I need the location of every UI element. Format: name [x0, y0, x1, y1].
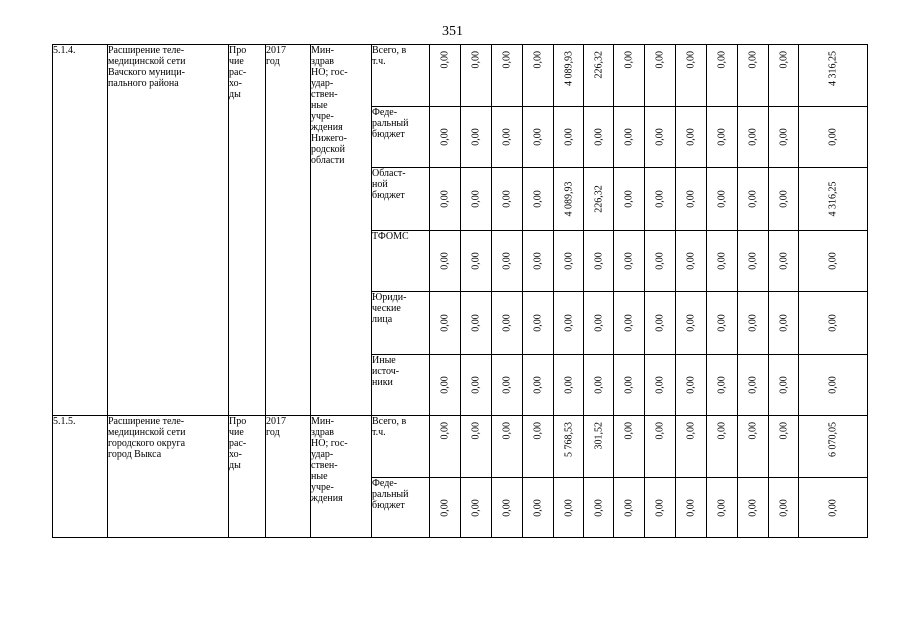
- amount-value: 0,00: [532, 376, 544, 394]
- amount-cell: [769, 168, 799, 231]
- amount-value: 0,00: [685, 128, 697, 146]
- amount-value: 0,00: [439, 498, 451, 517]
- amount-cell: [523, 168, 554, 231]
- amount-value: 0,00: [654, 190, 666, 208]
- amount-cell: [614, 355, 645, 416]
- amount-cell: [430, 45, 461, 107]
- amount-cell: [584, 478, 614, 538]
- expense-type: Про чие рас- хо- ды: [229, 416, 266, 538]
- table-row: [53, 416, 868, 478]
- amount-value: 0,00: [654, 252, 666, 270]
- amount-value: 0,00: [654, 422, 666, 440]
- amount-cell: [676, 355, 707, 416]
- amount-value: 4 089,93: [563, 181, 574, 217]
- amount-cell: [584, 416, 614, 478]
- total-cell: [799, 416, 868, 478]
- amount-value: 0,00: [501, 314, 513, 332]
- amount-cell: [430, 478, 461, 538]
- amount-cell: [676, 107, 707, 168]
- amount-cell: [523, 355, 554, 416]
- amount-cell: [554, 292, 584, 355]
- amount-cell: [738, 292, 769, 355]
- funding-source-label: Феде- ральный бюджет: [372, 107, 430, 168]
- amount-cell: [584, 45, 614, 107]
- amount-cell: [645, 107, 676, 168]
- amount-value: 0,00: [501, 376, 513, 394]
- executor: Мин- здрав НО; гос- удар- ствен- ные учре- ждения Нижего- родской области: [311, 45, 372, 416]
- amount-value: 0,00: [439, 190, 451, 208]
- funding-source-label: Всего, в т.ч.: [372, 416, 430, 478]
- total-cell: [799, 355, 868, 416]
- table-row: [53, 45, 868, 107]
- amount-cell: [769, 416, 799, 478]
- amount-cell: [707, 355, 738, 416]
- total-value: 4 316,25: [827, 181, 839, 217]
- funding-source-label: Всего, в т.ч.: [372, 45, 430, 107]
- table-body: [53, 45, 868, 538]
- amount-value: 0,00: [716, 422, 728, 440]
- amount-cell: [676, 45, 707, 107]
- amount-value: 0,00: [439, 128, 451, 146]
- amount-cell: [492, 478, 523, 538]
- amount-value: 0,00: [439, 422, 451, 440]
- amount-value: 0,00: [623, 190, 635, 208]
- amount-value: 0,00: [623, 252, 635, 270]
- amount-cell: [584, 355, 614, 416]
- amount-cell: [676, 231, 707, 292]
- amount-cell: [430, 231, 461, 292]
- amount-cell: [707, 231, 738, 292]
- amount-value: 0,00: [593, 128, 604, 146]
- amount-cell: [461, 478, 492, 538]
- amount-cell: [645, 292, 676, 355]
- amount-cell: [614, 231, 645, 292]
- funding-source-label: ТФОМС: [372, 231, 430, 292]
- amount-value: 226,32: [593, 51, 604, 79]
- amount-value: 0,00: [439, 376, 451, 394]
- amount-cell: [461, 45, 492, 107]
- amount-value: 0,00: [778, 498, 789, 517]
- page-number: 351: [442, 24, 463, 39]
- amount-value: 0,00: [470, 51, 482, 69]
- amount-value: 0,00: [685, 422, 697, 440]
- amount-value: 0,00: [716, 190, 728, 208]
- amount-cell: [769, 231, 799, 292]
- amount-value: 0,00: [747, 51, 759, 69]
- amount-value: 0,00: [685, 190, 697, 208]
- amount-value: 0,00: [623, 422, 635, 440]
- amount-value: 0,00: [747, 252, 759, 270]
- amount-value: 0,00: [563, 252, 574, 270]
- amount-cell: [554, 416, 584, 478]
- amount-value: 0,00: [778, 314, 789, 332]
- amount-cell: [707, 107, 738, 168]
- amount-cell: [769, 478, 799, 538]
- amount-cell: [523, 416, 554, 478]
- amount-cell: [554, 45, 584, 107]
- amount-cell: [461, 168, 492, 231]
- amount-cell: [584, 107, 614, 168]
- funding-source-label: Област- ной бюджет: [372, 168, 430, 231]
- item-name: Расширение теле- медицинской сети городского округа город Выкса: [108, 416, 229, 538]
- amount-cell: [645, 168, 676, 231]
- amount-cell: [645, 478, 676, 538]
- amount-value: 0,00: [747, 190, 759, 208]
- amount-value: 0,00: [470, 314, 482, 332]
- amount-value: 0,00: [532, 252, 544, 270]
- total-value: 0,00: [827, 252, 839, 270]
- amount-value: 0,00: [778, 422, 789, 440]
- amount-value: 0,00: [716, 498, 728, 517]
- amount-cell: [707, 478, 738, 538]
- total-value: 4 316,25: [827, 51, 839, 86]
- amount-value: 0,00: [470, 190, 482, 208]
- funding-source-label: Юриди- ческие лица: [372, 292, 430, 355]
- amount-value: 0,00: [716, 314, 728, 332]
- expense-type: Про чие рас- хо- ды: [229, 45, 266, 416]
- amount-cell: [523, 292, 554, 355]
- amount-cell: [676, 416, 707, 478]
- amount-cell: [492, 231, 523, 292]
- amount-cell: [492, 107, 523, 168]
- amount-cell: [707, 168, 738, 231]
- amount-value: 0,00: [716, 252, 728, 270]
- amount-cell: [676, 478, 707, 538]
- amount-cell: [738, 168, 769, 231]
- amount-cell: [554, 355, 584, 416]
- amount-cell: [584, 292, 614, 355]
- amount-value: 0,00: [563, 376, 574, 394]
- amount-value: 0,00: [532, 422, 544, 440]
- amount-value: 0,00: [532, 128, 544, 146]
- amount-value: 0,00: [654, 314, 666, 332]
- amount-value: 0,00: [501, 128, 513, 146]
- amount-cell: [430, 416, 461, 478]
- amount-value: 0,00: [623, 498, 635, 517]
- total-value: 0,00: [827, 376, 839, 394]
- amount-cell: [614, 45, 645, 107]
- amount-value: 0,00: [778, 252, 789, 270]
- total-cell: [799, 292, 868, 355]
- amount-cell: [461, 355, 492, 416]
- amount-value: 5 768,53: [563, 422, 574, 457]
- amount-value: 0,00: [439, 314, 451, 332]
- amount-cell: [769, 107, 799, 168]
- item-code: 5.1.4.: [53, 45, 108, 416]
- amount-value: 0,00: [470, 252, 482, 270]
- amount-value: 0,00: [685, 252, 697, 270]
- amount-value: 0,00: [778, 51, 789, 69]
- amount-cell: [738, 45, 769, 107]
- amount-value: 0,00: [593, 252, 604, 270]
- amount-value: 0,00: [563, 128, 574, 146]
- amount-value: 0,00: [439, 51, 451, 69]
- amount-cell: [707, 416, 738, 478]
- amount-value: 0,00: [593, 498, 604, 517]
- amount-value: 0,00: [685, 376, 697, 394]
- amount-value: 0,00: [501, 498, 513, 517]
- year: 2017 год: [266, 416, 311, 538]
- total-value: 0,00: [827, 498, 839, 517]
- funding-source-label: Иные источ- ники: [372, 355, 430, 416]
- amount-value: 0,00: [470, 422, 482, 440]
- amount-value: 0,00: [470, 128, 482, 146]
- amount-value: 0,00: [716, 51, 728, 69]
- amount-cell: [676, 168, 707, 231]
- amount-cell: [523, 45, 554, 107]
- amount-cell: [554, 168, 584, 231]
- amount-cell: [523, 231, 554, 292]
- amount-cell: [738, 478, 769, 538]
- amount-value: 0,00: [747, 314, 759, 332]
- amount-value: 0,00: [532, 314, 544, 332]
- amount-value: 0,00: [532, 498, 544, 517]
- amount-cell: [707, 292, 738, 355]
- amount-value: 0,00: [593, 376, 604, 394]
- year: 2017 год: [266, 45, 311, 416]
- amount-cell: [645, 355, 676, 416]
- amount-value: 0,00: [563, 314, 574, 332]
- amount-value: 0,00: [654, 51, 666, 69]
- amount-cell: [769, 45, 799, 107]
- amount-value: 0,00: [747, 376, 759, 394]
- amount-cell: [614, 416, 645, 478]
- total-cell: [799, 45, 868, 107]
- amount-cell: [738, 416, 769, 478]
- amount-cell: [584, 231, 614, 292]
- total-cell: [799, 231, 868, 292]
- amount-cell: [461, 107, 492, 168]
- amount-cell: [676, 292, 707, 355]
- amount-value: 0,00: [532, 190, 544, 208]
- amount-value: 0,00: [778, 376, 789, 394]
- total-value: 0,00: [827, 314, 839, 332]
- amount-cell: [461, 416, 492, 478]
- amount-cell: [492, 355, 523, 416]
- amount-cell: [554, 231, 584, 292]
- total-cell: [799, 168, 868, 231]
- amount-value: 0,00: [716, 376, 728, 394]
- amount-value: 0,00: [470, 376, 482, 394]
- amount-cell: [645, 231, 676, 292]
- amount-cell: [430, 107, 461, 168]
- amount-cell: [430, 168, 461, 231]
- amount-cell: [614, 478, 645, 538]
- amount-value: 301,52: [593, 422, 604, 450]
- amount-value: 226,32: [593, 185, 604, 213]
- amount-value: 0,00: [685, 498, 697, 517]
- item-code: 5.1.5.: [53, 416, 108, 538]
- amount-cell: [523, 478, 554, 538]
- amount-value: 0,00: [685, 314, 697, 332]
- amount-cell: [707, 45, 738, 107]
- amount-value: 0,00: [654, 128, 666, 146]
- item-name: Расширение теле- медицинской сети Вачского муници- пального района: [108, 45, 229, 416]
- funding-source-label: Феде- ральный бюджет: [372, 478, 430, 538]
- amount-cell: [492, 416, 523, 478]
- amount-value: 0,00: [623, 314, 635, 332]
- amount-value: 0,00: [623, 128, 635, 146]
- total-cell: [799, 478, 868, 538]
- amount-value: 0,00: [563, 498, 574, 517]
- amount-value: 0,00: [470, 498, 482, 517]
- amount-value: 4 089,93: [563, 51, 574, 86]
- amount-cell: [738, 231, 769, 292]
- amount-cell: [492, 168, 523, 231]
- amount-cell: [645, 45, 676, 107]
- amount-cell: [461, 292, 492, 355]
- budget-table: [52, 44, 868, 538]
- amount-cell: [430, 355, 461, 416]
- amount-value: 0,00: [716, 128, 728, 146]
- amount-cell: [554, 107, 584, 168]
- total-value: 6 070,05: [827, 422, 839, 457]
- executor: Мин- здрав НО; гос- удар- ствен- ные учре- ждения: [311, 416, 372, 538]
- amount-cell: [769, 355, 799, 416]
- amount-cell: [614, 292, 645, 355]
- amount-value: 0,00: [501, 51, 513, 69]
- amount-value: 0,00: [501, 190, 513, 208]
- amount-value: 0,00: [747, 128, 759, 146]
- amount-cell: [614, 168, 645, 231]
- amount-value: 0,00: [654, 498, 666, 517]
- amount-cell: [645, 416, 676, 478]
- amount-cell: [492, 45, 523, 107]
- amount-cell: [738, 355, 769, 416]
- amount-value: 0,00: [623, 376, 635, 394]
- amount-cell: [614, 107, 645, 168]
- amount-cell: [738, 107, 769, 168]
- amount-cell: [430, 292, 461, 355]
- amount-value: 0,00: [778, 190, 789, 208]
- amount-value: 0,00: [747, 498, 759, 517]
- amount-cell: [584, 168, 614, 231]
- amount-value: 0,00: [501, 252, 513, 270]
- amount-cell: [523, 107, 554, 168]
- amount-value: 0,00: [501, 422, 513, 440]
- total-value: 0,00: [827, 128, 839, 146]
- amount-cell: [461, 231, 492, 292]
- amount-cell: [492, 292, 523, 355]
- amount-value: 0,00: [685, 51, 697, 69]
- amount-value: 0,00: [654, 376, 666, 394]
- amount-value: 0,00: [623, 51, 635, 69]
- amount-value: 0,00: [778, 128, 789, 146]
- amount-value: 0,00: [747, 422, 759, 440]
- amount-cell: [769, 292, 799, 355]
- amount-value: 0,00: [532, 51, 544, 69]
- amount-cell: [554, 478, 584, 538]
- total-cell: [799, 107, 868, 168]
- amount-value: 0,00: [593, 314, 604, 332]
- amount-value: 0,00: [439, 252, 451, 270]
